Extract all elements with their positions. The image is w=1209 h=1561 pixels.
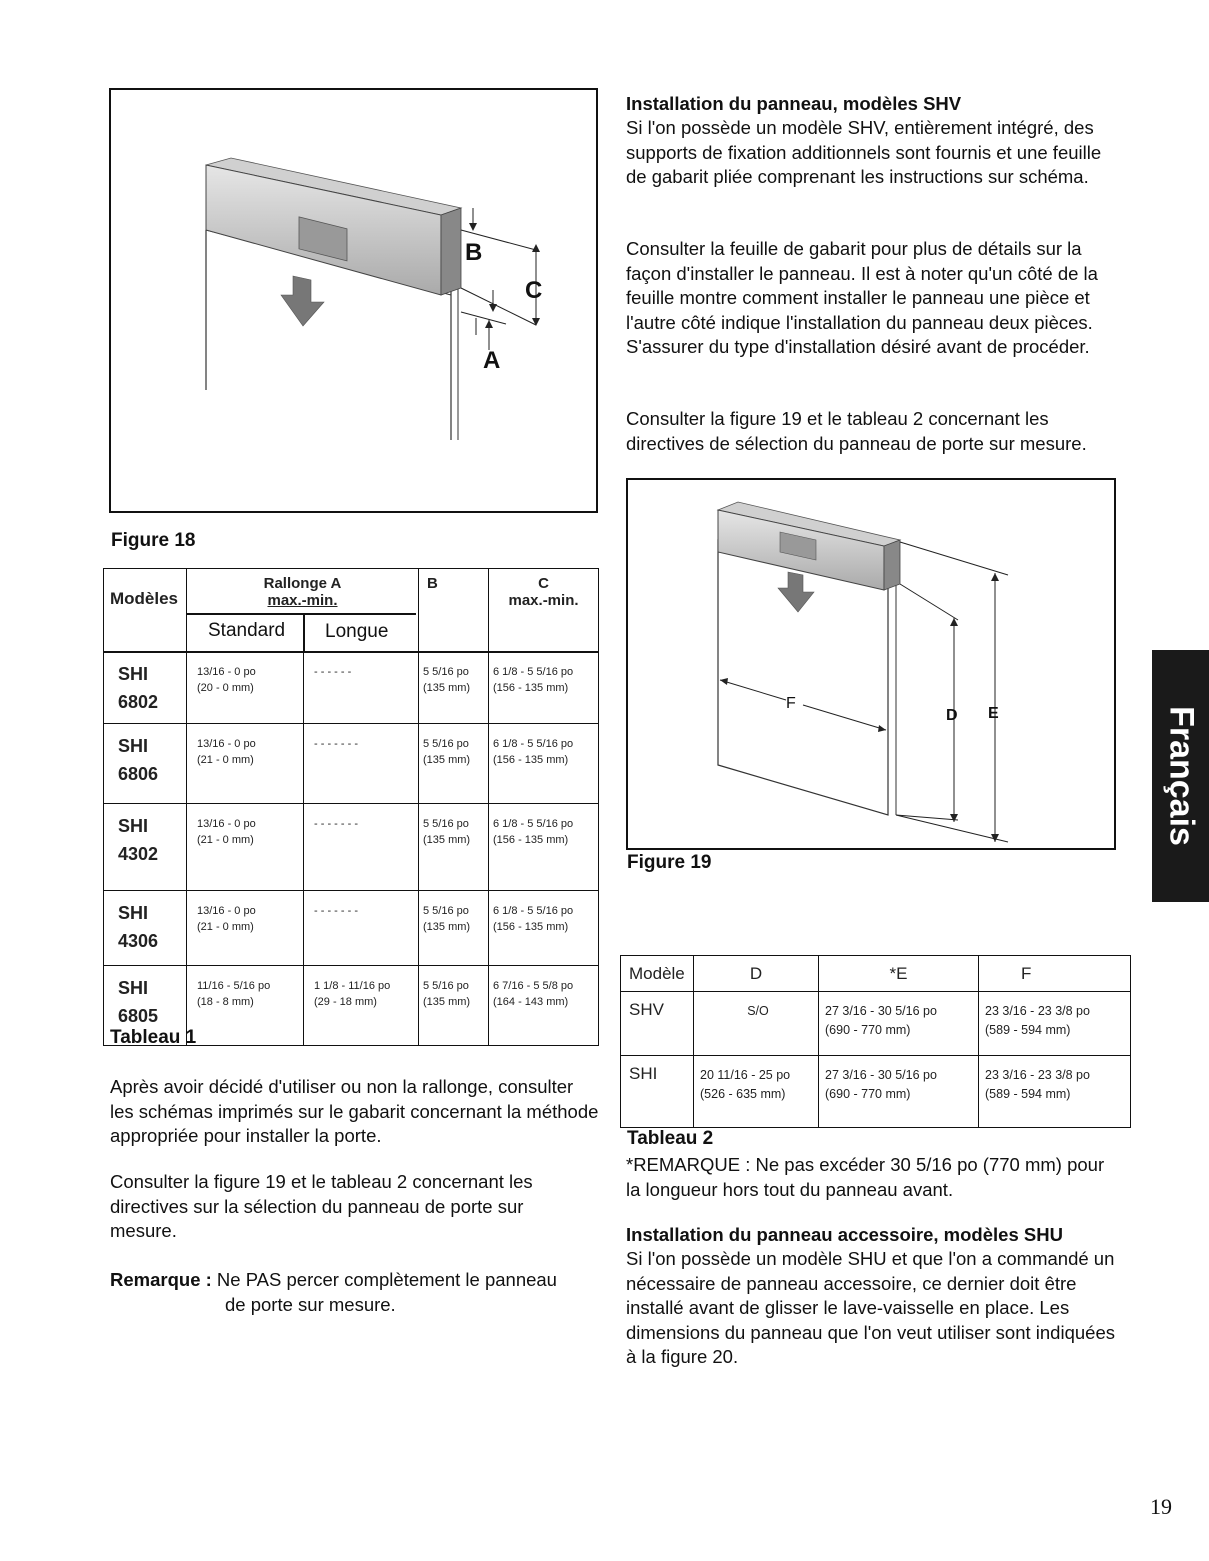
row-standard: 13/16 - 0 po (21 - 0 mm)	[187, 891, 304, 966]
table-row	[621, 1056, 1131, 1128]
row-standard: 13/16 - 0 po (21 - 0 mm)	[187, 804, 304, 891]
right-paragraph-2: Consulter la feuille de gabarit pour plus de détails sur la façon d'installer le panneau. Il est à noter qu'un côté de la feuille montre comment installer le panneau une pièce et l'autre côté indique l'installation du panneau deux pièces. S'assurer du type d'installation désiré avant de procéder.	[626, 238, 1098, 357]
table-row	[104, 724, 599, 804]
row-standard: 13/16 - 0 po (20 - 0 mm)	[187, 652, 304, 724]
row-d: 20 11/16 - 25 po (526 - 635 mm)	[694, 1056, 819, 1128]
row-standard: 13/16 - 0 po (21 - 0 mm)	[187, 724, 304, 804]
right-paragraph-1: Si l'on possède un modèle SHV, entièrement intégré, des supports de fixation additionnels sont fournis et une feuille de gabarit pliée comprenant les instructions sur schéma.	[626, 117, 1102, 187]
row-long: 1 1/8 - 11/16 po (29 - 18 mm)	[304, 966, 419, 1046]
row-long: - - - - - -	[304, 652, 419, 724]
figure-18-caption: Figure 18	[111, 530, 196, 551]
table-row	[104, 652, 599, 724]
note-label: Remarque :	[110, 1269, 212, 1290]
row-e: 27 3/16 - 30 5/16 po (690 - 770 mm)	[819, 992, 979, 1056]
row-long: - - - - - - -	[304, 891, 419, 966]
table-2	[620, 955, 1131, 1128]
row-model: SHI 6806	[104, 724, 187, 804]
right-paragraph-3: Consulter la figure 19 et le tableau 2 concernant les directives de sélection du panneau de porte sur mesure.	[626, 408, 1087, 454]
row-b: 5 5/16 po (135 mm)	[419, 804, 489, 891]
row-f: 23 3/16 - 23 3/8 po (589 - 594 mm)	[979, 1056, 1131, 1128]
table-2-header-row	[621, 956, 1131, 992]
row-long: - - - - - - -	[304, 724, 419, 804]
row-model: SHI 6802	[104, 652, 187, 724]
note-block	[110, 1268, 600, 1317]
header-f: F	[979, 956, 1131, 992]
row-long: - - - - - - -	[304, 804, 419, 891]
note-line-1: Ne PAS percer complètement le panneau	[216, 1269, 557, 1290]
table-row	[621, 992, 1131, 1056]
figure-19-frame	[626, 478, 1116, 850]
row-b: 5 5/16 po (135 mm)	[419, 724, 489, 804]
row-c: 6 1/8 - 5 5/16 po (156 - 135 mm)	[489, 804, 599, 891]
table-1-caption: Tableau 1	[110, 1027, 197, 1048]
row-model: SHI 4306	[104, 891, 187, 966]
figure-19-illustration	[628, 480, 1114, 848]
header-extension-range: max.-min.	[267, 592, 338, 609]
header-extension-title: Rallonge A	[263, 575, 342, 592]
label-e: E	[988, 705, 999, 722]
figure-18-frame	[109, 88, 598, 513]
page-number: 19	[1150, 1494, 1172, 1519]
row-b: 5 5/16 po (135 mm)	[419, 966, 489, 1046]
subheader-divider-line	[187, 613, 416, 615]
header-model: Modèle	[621, 956, 694, 992]
header-c-title: C	[538, 575, 549, 592]
label-f: F	[786, 695, 796, 712]
right-paragraph-4: Si l'on possède un modèle SHU et que l'on a commandé un nécessaire de panneau accessoire, ce dernier doit être installé avant de glisser le lave-vaisselle en place. Les dimensions du panneau que l'on veut utiliser sont indiquées à la figure 20.	[626, 1248, 1115, 1367]
note-line-2: de porte sur mesure.	[225, 1293, 396, 1315]
table-row	[104, 891, 599, 966]
label-a: A	[483, 347, 501, 374]
left-paragraph-2: Consulter la figure 19 et le tableau 2 concernant les directives sur la sélection du panneau de porte sur mesure.	[110, 1171, 533, 1241]
heading-shu-installation: Installation du panneau accessoire, modèles SHU	[626, 1224, 1063, 1245]
header-b: B	[419, 569, 489, 653]
table-1-body	[103, 651, 599, 1046]
header-standard: Standard	[208, 620, 286, 641]
row-e: 27 3/16 - 30 5/16 po (690 - 770 mm)	[819, 1056, 979, 1128]
table-2-caption: Tableau 2	[627, 1128, 714, 1149]
label-b: B	[465, 239, 483, 266]
row-f: 23 3/16 - 23 3/8 po (589 - 594 mm)	[979, 992, 1131, 1056]
figure-19-caption: Figure 19	[627, 852, 712, 873]
row-model: SHI 4302	[104, 804, 187, 891]
row-c: 6 1/8 - 5 5/16 po (156 - 135 mm)	[489, 724, 599, 804]
figure-18-illustration	[111, 90, 596, 511]
heading-shv-installation: Installation du panneau, modèles SHV	[626, 93, 962, 114]
row-c: 6 7/16 - 5 5/8 po (164 - 143 mm)	[489, 966, 599, 1046]
remark-text: *REMARQUE : Ne pas excéder 30 5/16 po (770 mm) pour la longueur hors tout du panneau avant.	[626, 1154, 1105, 1200]
header-c-range: max.-min.	[508, 592, 579, 609]
row-c: 6 1/8 - 5 5/16 po (156 - 135 mm)	[489, 652, 599, 724]
header-e: *E	[819, 956, 979, 992]
header-d: D	[694, 956, 819, 992]
header-c	[489, 569, 599, 653]
row-model: SHV	[621, 992, 694, 1056]
label-d: D	[946, 707, 958, 724]
row-d: S/O	[694, 992, 819, 1056]
row-model: SHI	[621, 1056, 694, 1128]
language-tab	[1152, 650, 1209, 902]
label-c: C	[525, 277, 543, 304]
header-long: Longue	[325, 621, 389, 642]
table-row	[104, 804, 599, 891]
row-b: 5 5/16 po (135 mm)	[419, 652, 489, 724]
row-standard: 11/16 - 5/16 po (18 - 8 mm)	[187, 966, 304, 1046]
language-tab-label: Français	[1162, 706, 1200, 846]
row-c: 6 1/8 - 5 5/16 po (156 - 135 mm)	[489, 891, 599, 966]
header-models: Modèles	[104, 569, 187, 653]
left-paragraph-1: Après avoir décidé d'utiliser ou non la rallonge, consulter les schémas imprimés sur le gabarit concernant la méthode appropriée pour installer la porte.	[110, 1076, 599, 1146]
row-model: SHI 6805	[104, 966, 187, 1046]
row-b: 5 5/16 po (135 mm)	[419, 891, 489, 966]
subheader-mid-line	[303, 613, 305, 651]
